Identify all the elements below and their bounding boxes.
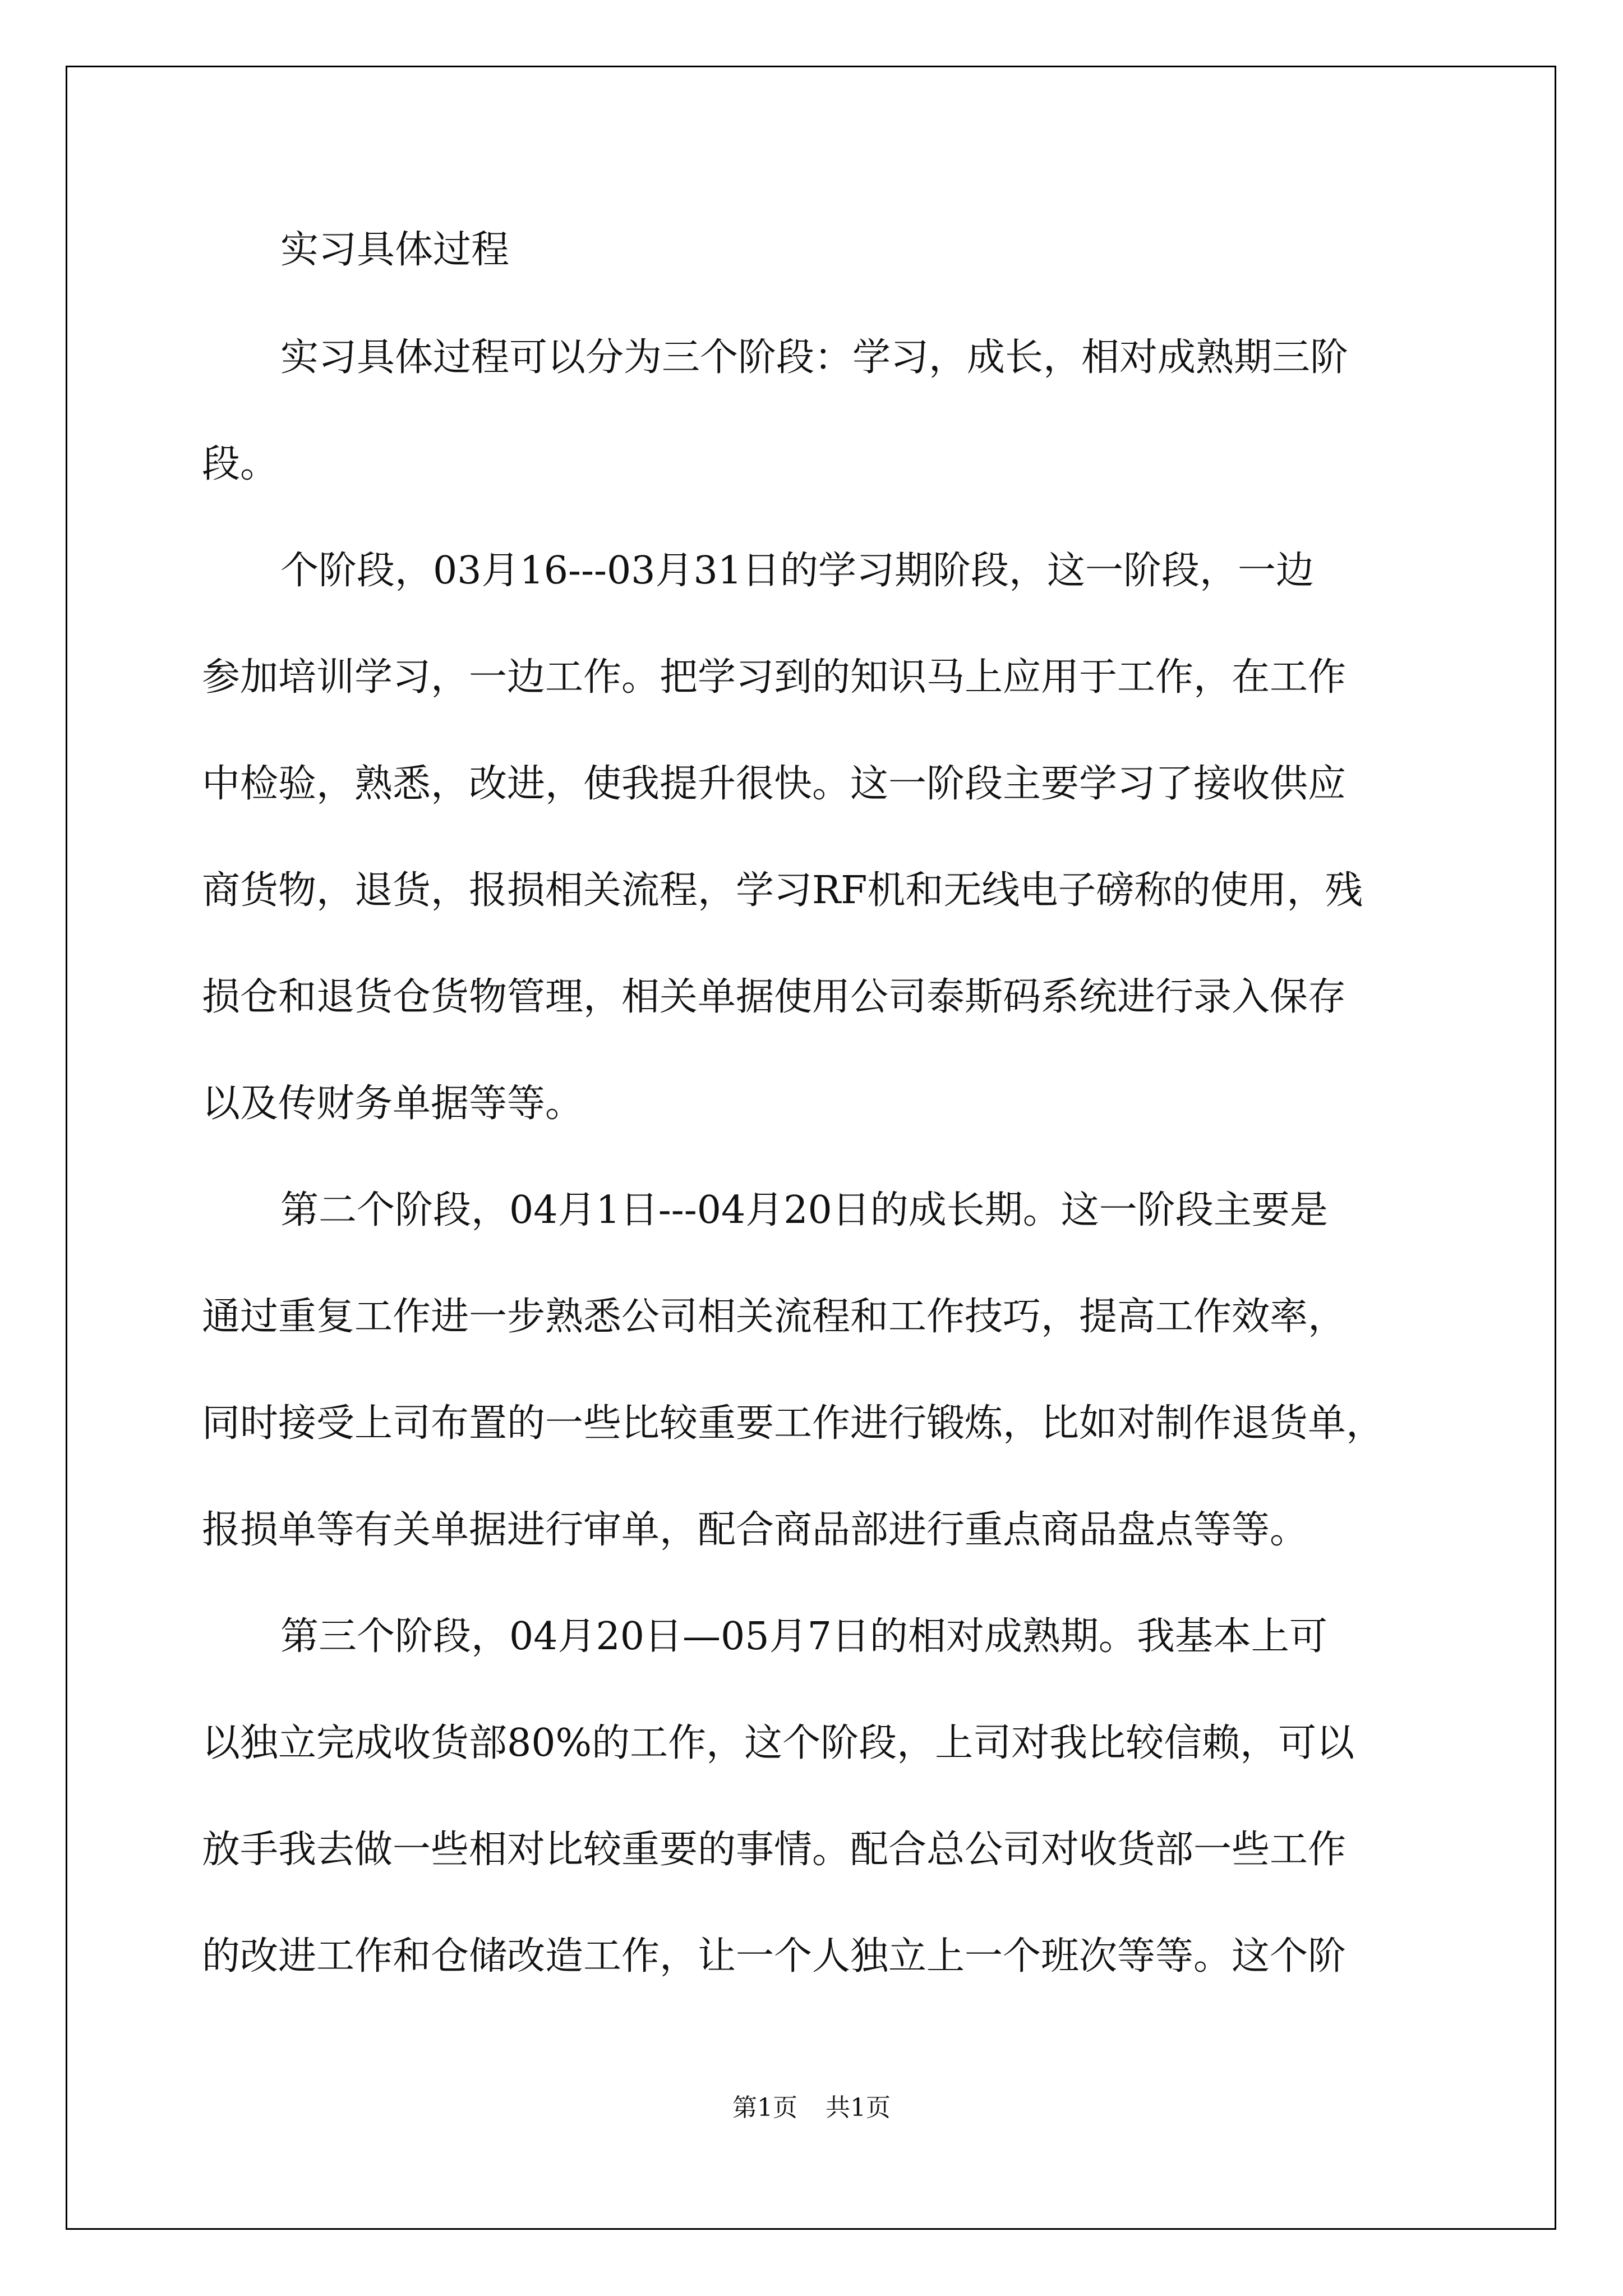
paragraph-line: 以及传财务单据等等。 xyxy=(202,1082,584,1126)
paragraph-line: 报损单等有关单据进行审单，配合商品部进行重点商品盘点等等。 xyxy=(202,1508,1308,1552)
page-border xyxy=(66,66,1556,2230)
page-footer xyxy=(0,2091,1623,2125)
paragraph-line: 损仓和退货仓货物管理，相关单据使用公司泰斯码系统进行录入保存 xyxy=(202,975,1347,1019)
paragraph-line: 实习具体过程可以分为三个阶段：学习，成长，相对成熟期三阶 xyxy=(280,335,1349,380)
paragraph-line: 参加培训学习，一边工作。把学习到的知识马上应用于工作，在工作 xyxy=(202,655,1347,700)
paragraph-line: 个阶段，03月16---03月31日的学习期阶段，这一阶段，一边 xyxy=(280,549,1315,593)
page-total: 共1页 xyxy=(826,2093,891,2122)
paragraph-line: 商货物，退货，报损相关流程，学习RF机和无线电子磅称的使用，残 xyxy=(202,868,1363,913)
paragraph-line: 中检验，熟悉，改进，使我提升很快。这一阶段主要学习了接收供应 xyxy=(202,762,1347,806)
page-number: 第1页 xyxy=(732,2093,797,2122)
paragraph-line: 放手我去做一些相对比较重要的事情。配合总公司对收货部一些工作 xyxy=(202,1828,1347,1872)
paragraph-line: 以独立完成收货部80%的工作，这个阶段，上司对我比较信赖，可以 xyxy=(202,1721,1355,1765)
section-heading: 实习具体过程 xyxy=(280,228,510,272)
paragraph-line: 第二个阶段，04月1日---04月20日的成长期。这一阶段主要是 xyxy=(280,1188,1328,1232)
paragraph-line: 同时接受上司布置的一些比较重要工作进行锻炼，比如对制作退货单， xyxy=(202,1401,1385,1446)
paragraph-line: 通过重复工作进一步熟悉公司相关流程和工作技巧，提高工作效率， xyxy=(202,1295,1347,1339)
paragraph-line: 的改进工作和仓储改造工作，让一个人独立上一个班次等等。这个阶 xyxy=(202,1934,1347,1978)
paragraph-line: 第三个阶段，04月20日—05月7日的相对成熟期。我基本上可 xyxy=(280,1614,1327,1659)
paragraph-line: 段。 xyxy=(202,442,279,486)
